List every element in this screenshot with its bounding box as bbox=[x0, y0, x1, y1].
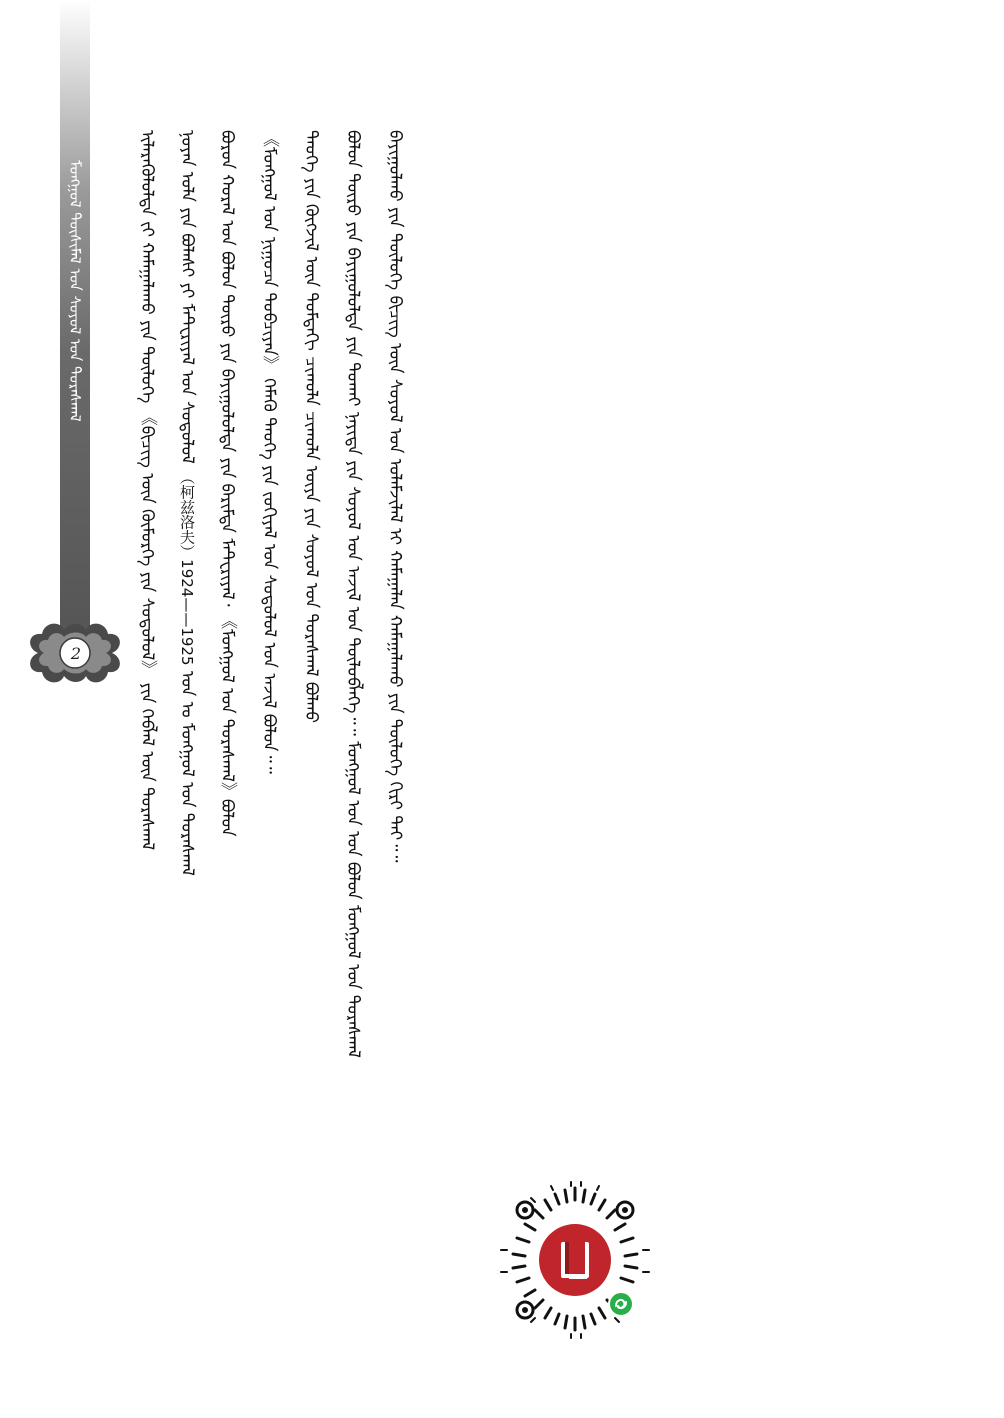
text-column-4: 《ᠮᠣᠩᠭᠣᠯ ᠤᠨ ᠨᠢᠭᠤᠴᠠ ᠲᠣᠪᠴᠢᠶᠠᠨ》 ᠬᠡᠮᠡᠬᠦ ᠲᠡᠦᠬᠡ ᠶᠢᠨ ᠵᠣᠬᠢᠶᠠᠯ ᠤᠨ ᠰᠤᠳᠤᠯᠤᠯ ᠤᠨ ᠠᠵᠢᠯ ᠪᠣᠯᠤᠨ᠃᠃ bbox=[259, 130, 279, 774]
running-header-title: ᠮᠣᠩᠭᠣᠯ ᠲᠦᠰᠢᠮᠡᠯ ᠤᠨ ᠰᠣᠶᠤᠯ ᠤᠨ ᠳᠤᠷᠠᠰᠬᠠᠯ bbox=[66, 160, 84, 422]
page-number: 2 bbox=[70, 644, 82, 663]
mini-program-badge-icon bbox=[609, 1292, 633, 1316]
text-column-7: ᠢᠯᠡᠷᠡᠭᠦᠯᠦᠯᠲᠡ ᠵᠢ ᠬᠠᠮᠠᠭᠠᠯᠠᠬᠤ ᠶᠢᠨ ᠲᠥᠯᠥᠭᠡ 《ᠪᠢᠴᠢᠭ ᠦᠨ ᠬᠥᠮᠥᠷᠭᠡ ᠶᠢᠨ ᠰᠤᠳᠤᠯᠤᠯ》 ᠶᠢᠨ ᠬᠡᠪᠯᠡᠯ ᠦᠨ ᠳᠤᠷᠠᠰᠬᠠᠯ bbox=[137, 130, 157, 851]
text-column-6-chinese: （柯兹洛夫）1924——1925 bbox=[178, 469, 196, 666]
text-column-1: ᠪᠠᠶᠢᠭᠤᠯᠬᠤ ᠶᠢᠨ ᠲᠥᠯᠥᠭᠡ ᠪᠢᠴᠢᠭ ᠦᠨ ᠰᠣᠶᠤᠯ ᠤᠨ ᠤᠯᠠᠮᠵᠢᠯᠠᠯ ᠢ ᠬᠠᠮᠠᠭᠠᠯᠠᠨ ᠬᠠᠮᠠᠭᠠᠯᠠᠬᠤ ᠶᠢᠨ ᠲᠥᠯᠥᠭᠡ ᠬᠢᠷᠢ ᠲᠠᠢ᠃᠃ bbox=[385, 130, 405, 863]
text-column-2-suffix: ᠤᠨ ᠪᠣᠯᠤᠨ ᠮᠣᠩᠭᠣᠯ ᠤᠨ ᠳᠤᠷᠠᠰᠬᠠᠯ bbox=[343, 831, 363, 1058]
body-text bbox=[130, 130, 420, 1290]
text-column-3: ᠲᠡᠦᠬᠡ ᠶᠢᠨ ᠬᠥᠭᠵᠢᠯ ᠦᠨ ᠳᠤᠮᠳᠠᠬᠢ ᠴᠢᠬᠤᠯᠠ ᠴᠢᠬᠤᠯᠠ ᠦᠶᠡ ᠶᠢᠨ ᠰᠣᠶᠤᠯ ᠤᠨ ᠳᠤᠷᠠᠰᠬᠠᠯ ᠪᠣᠯᠬᠤ bbox=[301, 130, 321, 724]
text-column-6-main: ᠨᠣᠶᠠᠨ ᠤᠯᠠ ᠶᠢᠨ ᠪᠤᠯᠠᠰᠢ ᠶᠢ ᠮᠠᠲᠸᠷᠢᠶᠠᠯ ᠤᠨ ᠰᠤᠳᠤᠯᠤᠯ bbox=[177, 130, 197, 464]
mini-program-qr-code[interactable] bbox=[495, 1180, 655, 1340]
text-column-5: ᠪᠣᠷᠣᠨ ᠬᠤᠷᠠᠯ ᠤᠨ ᠪᠣᠯᠣᠨ ᠲᠥᠷᠥ ᠶᠢᠨ ᠪᠠᠶᠢᠭᠤᠯᠤᠯᠲᠠ ᠶᠢᠨ ᠪᠠᠷᠢᠮᠲᠠ ᠮᠠᠲᠸᠷᠢᠶᠠᠯ᠂ 《ᠮᠣᠩᠭᠣᠯ ᠤᠨ ᠳᠤᠷᠠᠰᠬᠠᠯ》ᠪᠣᠯᠤᠨ bbox=[217, 130, 237, 837]
book-icon bbox=[539, 1224, 611, 1296]
text-column-2 bbox=[338, 130, 370, 1290]
text-column-6-suffix: ᠣᠨ ᠤ ᠮᠣᠩᠭᠣᠯ ᠤᠨ ᠳᠤᠷᠠᠰᠬᠠᠯ bbox=[177, 670, 197, 876]
text-column-6 bbox=[172, 130, 204, 1290]
text-column-2-main: ᠪᠣᠯᠣᠨ ᠲᠥᠷᠥ ᠶᠢᠨ ᠪᠠᠶᠢᠭᠤᠯᠤᠯᠲᠠ ᠶᠢᠨ ᠲᠤᠬᠠᠢ ᠨᠡᠶᠢᠲᠡ ᠶᠢᠨ ᠰᠣᠶᠤᠯ ᠤᠨ ᠠᠵᠢᠯ ᠤᠨ ᠲᠥᠯᠥᠪᠯᠡᠭᠡ᠃᠃ ᠮᠣᠩᠭᠣᠯ ᠤᠨ bbox=[343, 130, 363, 826]
